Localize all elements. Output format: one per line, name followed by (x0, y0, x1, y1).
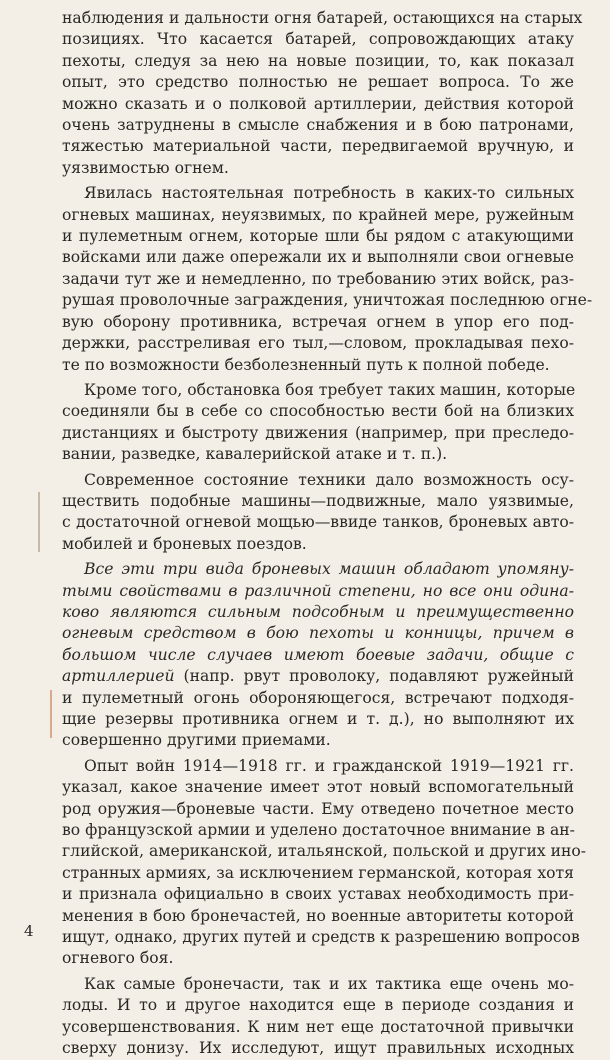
text-line: держки, расстреливая его тыл,—словом, прокладывая пехо- (62, 334, 574, 353)
text-line: те по возможности безболезненный путь к полной победе. (62, 355, 550, 374)
text-line: соединяли бы в себе со способностью вести бой на близких (62, 402, 574, 421)
text-line: войсками или даже опережали их и выполняли свои огневые (62, 248, 574, 267)
text-line: глийской, американской, итальянской, польской и других ино- (62, 842, 587, 861)
text-line: вую оборону противника, встречая огнем в упор его под- (62, 312, 574, 331)
paragraph-2 (62, 183, 593, 376)
italic-text-line: большом числе случаев имеют боевые задачи, общие с (62, 645, 574, 664)
italic-text-line: огневым средством в бою пехоты и конницы, причем в (62, 624, 574, 643)
text-line: род оружия—броневые части. Ему отведено почетное место (62, 799, 574, 818)
text-fragment: (напр. рвут проволоку, подавляют ружейный (174, 667, 574, 686)
text-line: уязвимостью огнем. (62, 158, 229, 177)
paragraph-6 (62, 756, 587, 970)
text-line: лоды. И то и другое находится еще в периоде создания и (62, 996, 574, 1015)
text-line: очень затруднены в смысле снабжения и в бою патронами, (62, 116, 574, 135)
text-line: щие резервы противника огнем и т. д.), но выполняют их (62, 710, 574, 728)
text-line: огневого боя. (62, 949, 174, 968)
text-line: пехоты, следуя за нею на новые позиции, то, как показал (62, 51, 574, 70)
text-line: ществить подобные машины—подвижные, мало уязвимые, (62, 491, 574, 510)
text-line: наблюдения и дальности огня батарей, остающихся на старых (62, 9, 583, 27)
paragraph-5 (62, 559, 574, 752)
paragraph-3 (62, 380, 574, 466)
italic-text-line: ково являются сильным подсобным и преимущественно (62, 602, 574, 621)
text-line: позициях. Что касается батарей, сопровождающих атаку (62, 30, 574, 49)
text-line: Как самые бронечасти, так и их тактика еще очень мо- (84, 974, 574, 993)
text-line: во французской армии и уделено достаточное внимание в ан- (62, 821, 575, 840)
page-body (62, 8, 593, 1060)
text-line: и пулеметным огнем, которые шли бы рядом с атакующими (62, 227, 574, 246)
text-line: Явилась настоятельная потребность в каких-то сильных (84, 184, 574, 203)
text-line: ищут, однако, других путей и средств к разрешению вопросов (62, 928, 580, 947)
italic-text-line: Все эти три вида броневых машин обладают упомяну- (84, 560, 574, 579)
text-line: дистанциях и быстроту движения (например, при преследо- (62, 423, 574, 442)
italic-word: артиллерией (62, 667, 175, 686)
text-line: менения в бою бронечастей, но военные авторитеты которой (62, 906, 574, 925)
text-line: тяжестью материальной части, передвигаемой вручную, и (62, 137, 574, 156)
text-line: совершенно другими приемами. (62, 731, 331, 750)
text-line: усовершенствования. К ним нет еще достаточной привычки (62, 1017, 574, 1036)
mixed-text-line (62, 666, 574, 687)
text-line: сверху донизу. Их исследуют, ищут правильных исходных (62, 1039, 574, 1058)
text-line: мобилей и броневых поездов. (62, 534, 307, 553)
text-line: и признала официально в своих уставах необходимость при- (62, 885, 574, 904)
text-line: огневых машинах, неуязвимых, по крайней мере, ружейным (62, 205, 574, 224)
paragraph-4 (62, 470, 574, 556)
text-line: опыт, это средство полностью не решает вопроса. То же (62, 73, 574, 92)
text-line: рушая проволочные заграждения, уничтожая последнюю огне- (62, 291, 593, 310)
margin-mark (38, 492, 40, 552)
text-line: Кроме того, обстановка боя требует таких машин, которые (84, 380, 576, 399)
text-line: Современное состояние техники дало возможность осу- (84, 470, 574, 489)
paragraph-7 (62, 974, 574, 1060)
italic-text-line: тыми свойствами в различной степени, но все они одина- (62, 581, 574, 600)
text-line: задачи тут же и немедленно, по требованию этих войск, раз- (62, 269, 574, 288)
text-line: Опыт войн 1914—1918 гг. и гражданской 1919—1921 гг. (84, 756, 574, 775)
text-line: странных армиях, за исключением германской, которая хотя (62, 863, 574, 882)
paragraph-1 (62, 8, 583, 179)
text-line: можно сказать и о полковой артиллерии, действия которой (62, 94, 574, 113)
text-line: указал, какое значение имеет этот новый вспомогательный (62, 778, 574, 797)
margin-mark (50, 690, 52, 738)
text-line: вании, разведке, кавалерийской атаке и т. п.). (62, 445, 448, 464)
text-line: с достаточной огневой мощью—ввиде танков, броневых авто- (62, 513, 574, 532)
page-number: 4 (24, 922, 34, 940)
text-line: и пулеметный огонь обороняющегося, встречают подходя- (62, 688, 574, 707)
